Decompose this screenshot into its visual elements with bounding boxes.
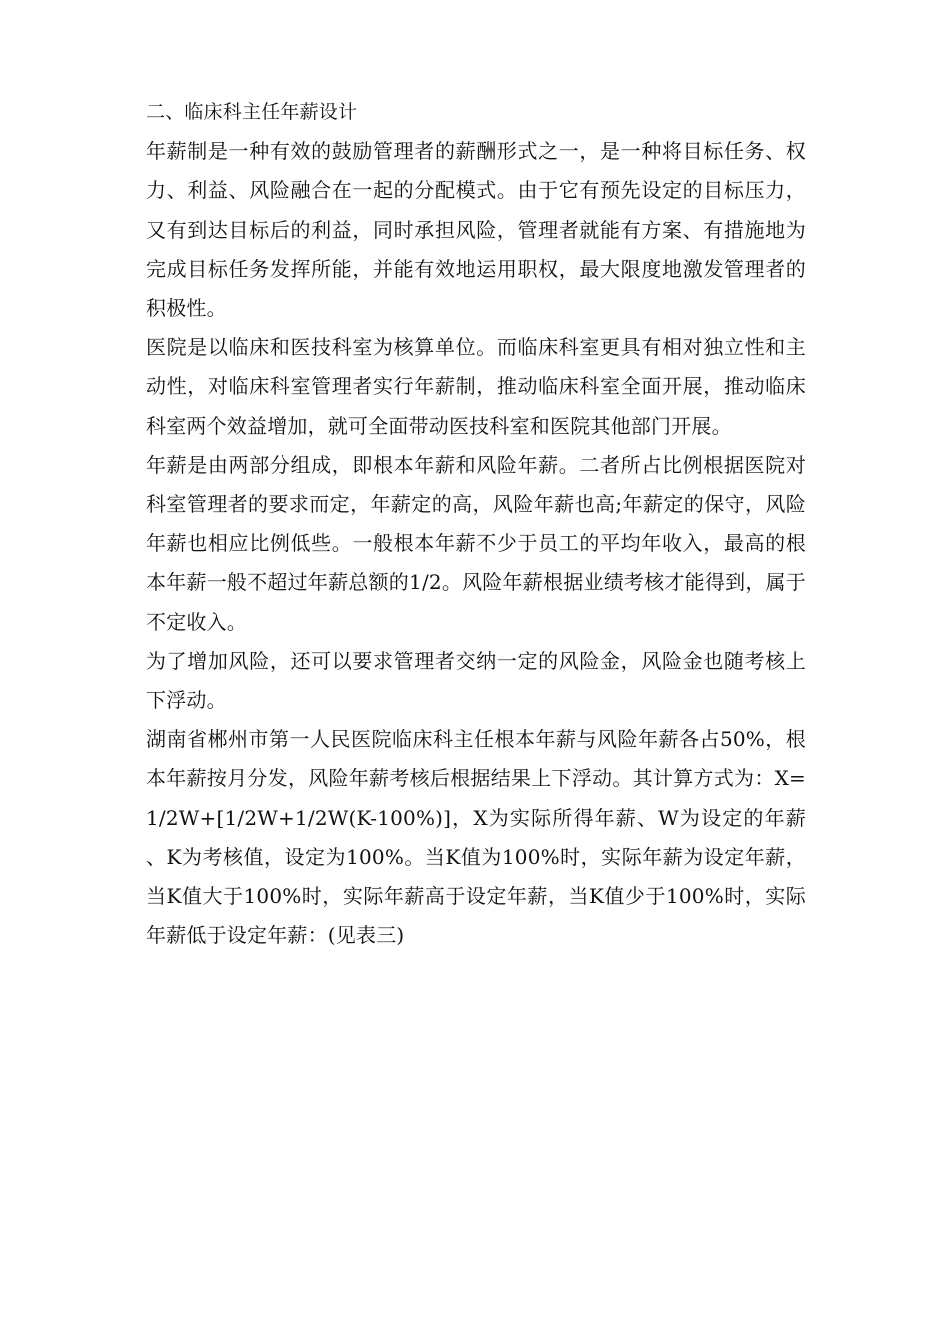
paragraph-risk-deposit: 为了增加风险，还可以要求管理者交纳一定的风险金，风险金也随考核上下浮动。 [146,648,806,713]
paragraph-salary-composition: 年薪是由两部分组成，即根本年薪和风险年薪。二者所占比例根据医院对科室管理者的要求而定，年薪定的高，风险年薪也高;年薪定的保守，风险年薪也相应比例低些。一般根本年薪不少于员工的平均年收入，最高的根本年薪一般不超过年薪总额的1/2。风险年薪根据业绩考核才能得到，属于不定收入。 [146,452,806,634]
section-heading: 二、临床科主任年薪设计 [146,101,358,123]
document-body [146,93,806,955]
paragraph-annual-salary-definition: 年薪制是一种有效的鼓励管理者的薪酬形式之一，是一种将目标任务、权力、利益、风险融合在一起的分配模式。由于它有预先设定的目标压力，又有到达目标后的利益，同时承担风险，管理者就能有方案、有措施地为完成目标任务发挥所能，并能有效地运用职权，最大限度地激发管理者的积极性。 [146,139,806,321]
paragraph-calculation-formula: 湖南省郴州市第一人民医院临床科主任根本年薪与风险年薪各占50%，根本年薪按月分发，风险年薪考核后根据结果上下浮动。其计算方式为：X=1/2W+[1/2W+1/2W(K-100%)]，X为实际所得年薪、W为设定的年薪、K为考核值，设定为100%。当K值为100%时，实际年薪为设定年薪，当K值大于100%时，实际年薪高于设定年薪，当K值少于100%时，实际年薪低于设定年薪：(见表三) [146,727,806,948]
paragraph-hospital-departments: 医院是以临床和医技科室为核算单位。而临床科室更具有相对独立性和主动性，对临床科室管理者实行年薪制，推动临床科室全面开展，推动临床科室两个效益增加，就可全面带动医技科室和医院其他部门开展。 [146,335,806,438]
